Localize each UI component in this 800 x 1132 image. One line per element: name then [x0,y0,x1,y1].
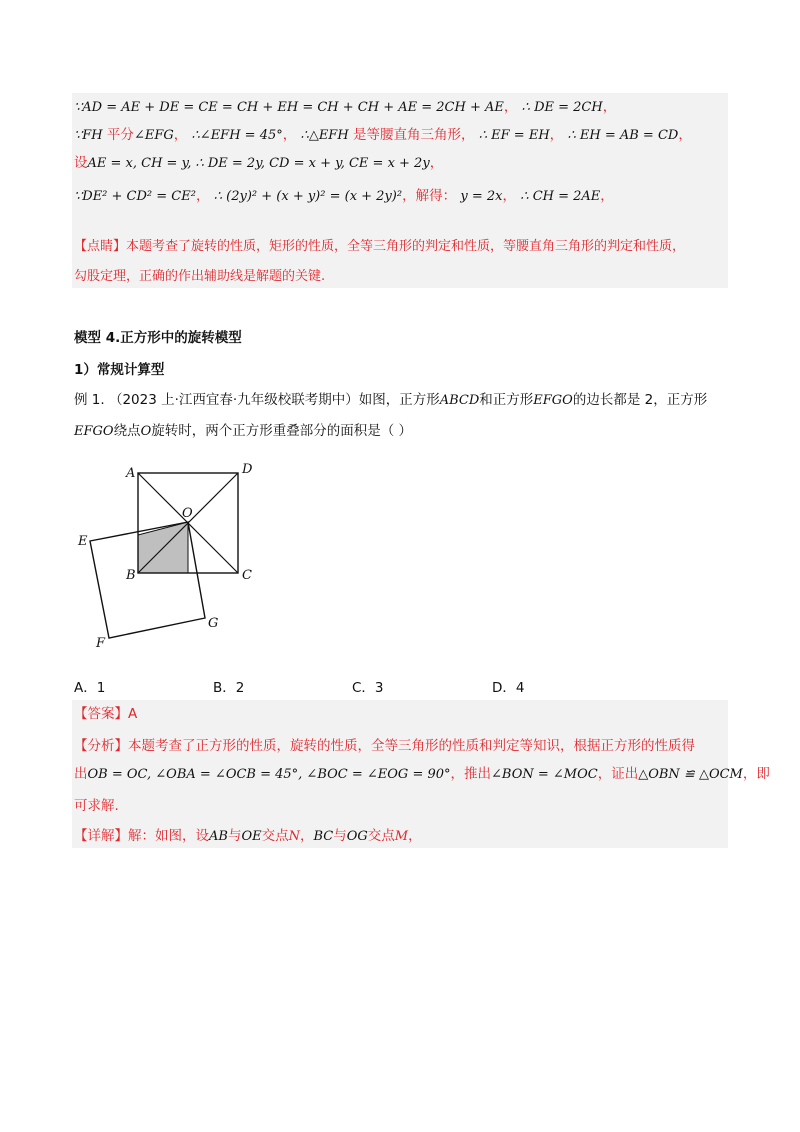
answer-value: A [128,706,138,722]
question-line-2 [74,421,412,442]
math: ∵FH [74,128,103,143]
math: M [394,829,409,844]
math: ∴ (2y)² + (x + y)² = (x + 2y)² [213,189,403,204]
math: EFGO [74,424,114,439]
math: ∴ EF = EH [478,128,550,143]
analysis-line-3: 可求解. [74,798,119,814]
text: 旋转时，两个正方形重叠部分的面积是（ ） [151,423,413,439]
math: OB = OC, ∠OBA = ∠OCB = 45°, ∠BOC = ∠EOG = 90° [87,767,451,782]
section-title: 模型 4.正方形中的旋转模型 [74,330,242,346]
answer-line [74,704,137,724]
question-line-1 [74,390,707,411]
label-b: B [126,568,136,583]
comment-line-1 [74,237,685,257]
math: ∵AD = AE + DE = CE = CH + EH = CH + CH + AE = 2CH + AE [74,100,504,115]
math: ∴∠EFH = 45° [191,128,283,143]
section-subtitle: 1）常规计算型 [74,362,165,378]
text: ， [678,127,692,143]
label-f: F [96,636,106,651]
text: ， [429,155,444,171]
comment-tag: 【点睛】 [74,239,127,254]
text: 设 [74,155,88,171]
option-a: A．1 [74,680,106,696]
text: ，推出 [450,766,492,782]
analysis-line-2 [74,764,770,785]
math: AB [209,829,228,844]
comment-line-2 [74,267,325,287]
math: ∴ EH = AB = CD [567,128,679,143]
text: 和正方形 [479,392,534,408]
label-c: C [242,568,252,583]
text: 交点 [367,828,395,844]
math: △OBN ≌ △OCM [638,767,743,782]
solution-line-1 [74,97,616,118]
text: ，解得： [402,188,457,204]
text: 交点 [261,828,289,844]
option-b: B．2 [213,680,245,696]
text: 绕点 [113,423,141,439]
solution-line-3 [74,153,443,174]
solution-line-4 [74,186,614,207]
comment-text: 勾股定理，正确的作出辅助线是解题的关键. [74,269,326,284]
text: ， [503,99,518,115]
analysis-tag: 【分析】 [74,738,128,754]
answer-tag: 【答案】 [74,706,128,722]
comment-text: 本题考查了旋转的性质，矩形的性质，全等三角形的判定和性质，等腰直角三角形的判定和性质， [126,239,686,254]
math: y = 2x [460,189,503,204]
text: 是等腰直角三角形， [348,127,475,143]
geometry-figure [70,455,270,655]
solution-line-2 [74,125,692,146]
text: ， [502,188,516,204]
math: ∵DE² + CD² = CE² [74,189,196,204]
text: 解：如图，设 [128,828,209,844]
text: ， [600,188,614,204]
math: O [140,424,152,439]
label-a: A [126,466,136,481]
math: ABCD [439,393,480,408]
analysis-line-1 [74,736,695,756]
text: 例 1. （2023 上·江西宜春·九年级校联考期中）如图，正方形 [74,392,440,408]
text: 与 [333,828,347,844]
math: BC [313,829,334,844]
text: ，证出 [597,766,639,782]
option-c: C．3 [352,680,384,696]
math: EFGO [533,393,573,408]
label-o: O [182,506,193,521]
math: OG [346,829,368,844]
math: ∠BON = ∠MOC [491,767,598,782]
math: ∴△EFH [300,128,349,143]
math: N [288,829,300,844]
text: ， [282,127,297,143]
text: ， [549,127,564,143]
analysis-text: 本题考查了正方形的性质，旋转的性质，全等三角形的性质和判定等知识，根据正方形的性质得 [128,738,695,754]
text: ， [173,127,188,143]
math: ∴ DE = 2CH [521,100,603,115]
detail-line [74,826,422,847]
detail-tag: 【详解】 [74,828,128,844]
text: 与 [227,828,242,844]
text: ，即 [742,766,770,782]
text: ， [602,99,617,115]
math: ∴ CH = 2AE [520,189,601,204]
text: 平分 [102,127,134,143]
text: 的边长都是 2，正方形 [572,392,708,408]
text: 出 [74,766,88,782]
text: ， [195,188,210,204]
label-e: E [78,534,88,549]
math: ∠EFG [133,128,174,143]
label-g: G [208,616,219,631]
option-d: D．4 [492,680,525,696]
math: OE [241,829,262,844]
text: ， [299,828,314,844]
label-d: D [242,462,253,477]
text: ， [408,828,422,844]
math: AE = x, CH = y, ∴ DE = 2y, CD = x + y, CE = x + 2y [87,156,430,171]
